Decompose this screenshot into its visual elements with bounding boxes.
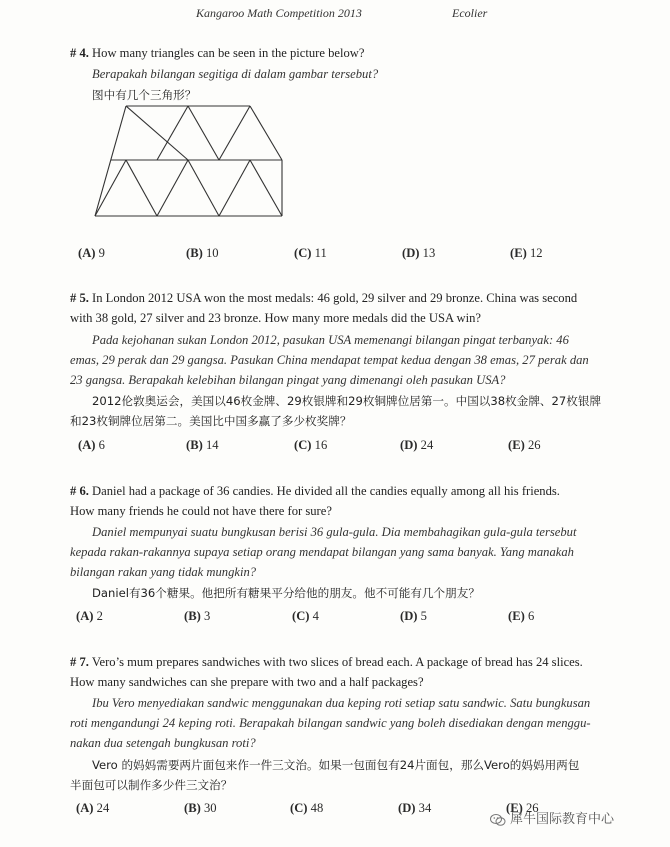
option-a[interactable]: (A) 9 [78, 246, 105, 260]
watermark-text: 犀牛国际教育中心 [510, 812, 615, 827]
option-e[interactable]: (E) 12 [510, 246, 543, 260]
question-number: # 4. [70, 46, 89, 60]
question-number: # 5. [70, 291, 89, 305]
question-text-en: In London 2012 USA won the most medals: 46 gold, 29 silver and 29 bronze. China was second [92, 291, 578, 305]
option-a[interactable]: (A) 6 [78, 438, 105, 452]
question-text-zh: 和23枚铜牌位居第二。美国比中国多赢了多少枚奖牌？ [70, 414, 352, 428]
triangle-grid-lines [95, 106, 282, 216]
question-text-ms: Ibu Vero menyediakan sandwic menggunakan dua keping roti setiap satu sandwic. Satu bungkusan [92, 696, 591, 710]
competition-title: Kangaroo Math Competition 2013 [196, 6, 362, 20]
question-number: # 7. [70, 655, 89, 669]
question-number: # 6. [70, 484, 89, 498]
option-b[interactable]: (B) 3 [184, 609, 211, 623]
option-e[interactable]: (E) 26 [506, 801, 539, 815]
question-text-ms: Pada kejohanan sukan London 2012, pasukan USA memenangi bilangan pingat terbanyak: 46 [92, 333, 569, 347]
question-text-zh: 半面包可以制作多少件三文治？ [70, 778, 233, 792]
wechat-icon [490, 813, 506, 827]
question-text-ms: roti mengandungi 24 keping roti. Berapakah bilangan sandwic yang boleh disediakan dengan menggu- [70, 716, 591, 730]
question-text-zh: 2012伦敦奥运会，美国以46枚金牌、29枚银牌和29枚铜牌位居第一。中国以38枚金牌、27枚银牌 [92, 394, 602, 408]
question-text-zh: Vero 的妈妈需要两片面包来作一件三文治。如果一包面包有24片面包，那么Vero的妈妈用两包 [92, 758, 580, 772]
option-d[interactable]: (D) 13 [402, 246, 436, 260]
option-c[interactable]: (C) 4 [292, 609, 319, 623]
question-text-ms: kepada rakan-rakannya supaya setiap orang mendapat bilangan yang sama banyak. Yang manakah [70, 545, 574, 559]
question-text-zh: Daniel有36个糖果。他把所有糖果平分给他的朋友。他不可能有几个朋友？ [92, 586, 480, 600]
question-text-ms: bilangan rakan yang tidak mungkin? [70, 565, 257, 579]
option-b[interactable]: (B) 30 [184, 801, 217, 815]
wechat-watermark [490, 808, 660, 832]
question-text-en: Vero’s mum prepares sandwiches with two slices of bread each. A package of bread has 24 slices. [91, 655, 583, 669]
question-text-ms: Daniel mempunyai suatu bungkusan berisi 36 gula-gula. Dia membahagikan gula-gula tersebut [92, 525, 577, 539]
option-d[interactable]: (D) 24 [400, 438, 434, 452]
option-c[interactable]: (C) 48 [290, 801, 324, 815]
triangle-figure [92, 104, 292, 220]
question-text-en: How many triangles can be seen in the picture below? [92, 46, 365, 60]
option-d[interactable]: (D) 34 [398, 801, 432, 815]
option-c[interactable]: (C) 16 [294, 438, 328, 452]
question-text-ms: nakan dua setengah bungkusan roti? [70, 736, 256, 750]
question-text-zh: 图中有几个三角形？ [92, 88, 197, 102]
page-header [0, 6, 670, 22]
question-text-en: How many friends he could not have there for sure? [70, 504, 332, 518]
question-text-en: How many sandwiches can she prepare with two and a half packages? [70, 675, 424, 689]
option-e[interactable]: (E) 26 [508, 438, 541, 452]
question-text-ms: emas, 29 perak dan 29 gangsa. Pasukan China mendapat tempat kedua dengan 38 emas, 27 perak dan [70, 353, 589, 367]
question-text-en: with 38 gold, 27 silver and 23 bronze. How many more medals did the USA win? [70, 311, 481, 325]
question-text-ms: Berapakah bilangan segitiga di dalam gambar tersebut? [92, 67, 379, 81]
option-c[interactable]: (C) 11 [294, 246, 327, 260]
option-b[interactable]: (B) 14 [186, 438, 219, 452]
option-a[interactable]: (A) 24 [76, 801, 110, 815]
option-d[interactable]: (D) 5 [400, 609, 427, 623]
question-text-en: Daniel had a package of 36 candies. He divided all the candies equally among all his friends. [92, 484, 560, 498]
question-text-ms: 23 gangsa. Berapakah kelebihan bilangan pingat yang dimenangi oleh pasukan USA? [70, 373, 506, 387]
option-b[interactable]: (B) 10 [186, 246, 219, 260]
option-a[interactable]: (A) 2 [76, 609, 103, 623]
option-e[interactable]: (E) 6 [508, 609, 535, 623]
level-label: Ecolier [452, 6, 488, 20]
